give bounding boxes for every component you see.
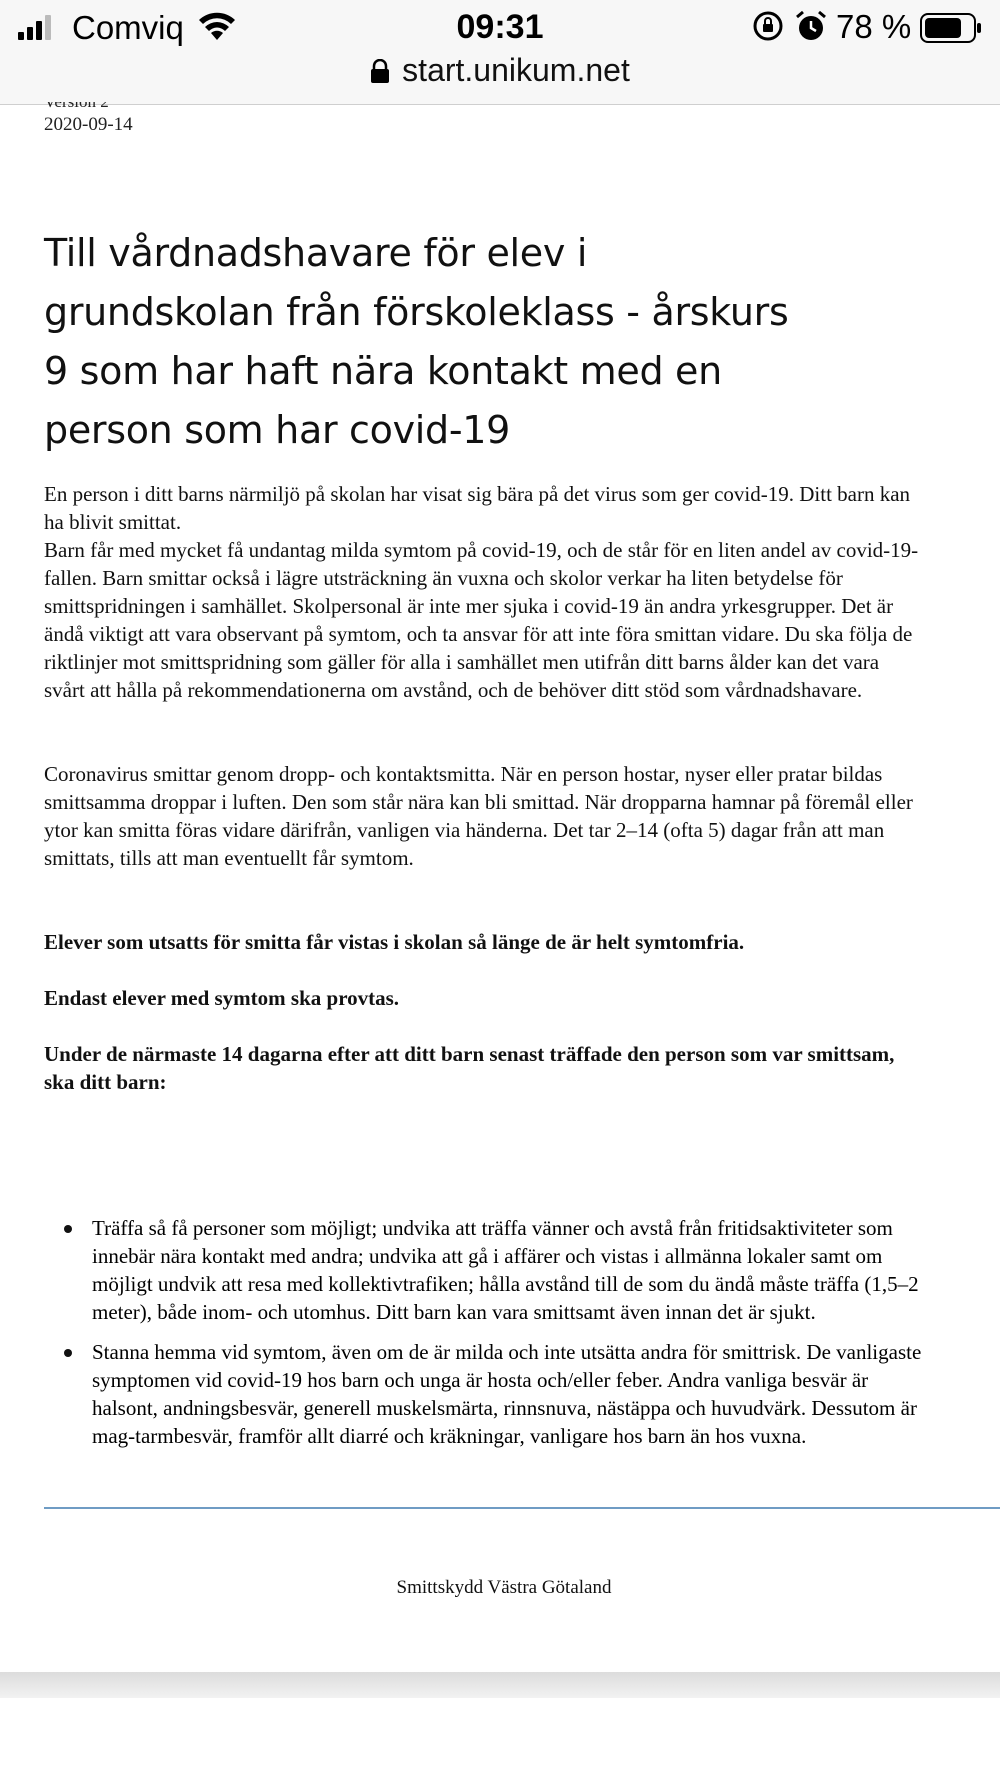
document-title: Till vårdnadshavare för elev i grundskolan från förskoleklass - årskurs 9 som har haft nära kontakt med en person som har covid-19 bbox=[44, 231, 789, 452]
list-item bbox=[44, 1214, 924, 1326]
intro-paragraph: En person i ditt barns närmiljö på skolan har visat sig bära på det virus som ger covid-19. Ditt barn kan ha blivit smittat. bbox=[44, 482, 911, 534]
instructions-heading: Under de närmaste 14 dagarna efter att ditt barn senast träffade den person som var smittsam, ska ditt barn: bbox=[44, 1042, 895, 1094]
bullet-icon bbox=[64, 1225, 72, 1233]
battery-percentage: 78 % bbox=[836, 8, 912, 45]
clock-time: 09:31 bbox=[456, 8, 544, 46]
lock-icon bbox=[370, 59, 390, 83]
bullet-icon bbox=[64, 1349, 72, 1357]
status-bar bbox=[0, 0, 1000, 105]
instructions-list bbox=[44, 1214, 924, 1462]
list-item-text: Träffa så få personer som möjligt; undvika att träffa vänner och avstå från fritidsaktiviteter som innebär nära kontakt med andra; undvika att gå i affärer och vistas i allmänna lokaler samt om möjligt undvik att resa med kollektivtrafiken; hålla avstånd till de som du ändå måste träffa (1,5–2 meter), både inom- och utomhus. Ditt barn kan vara smittsamt även innan det är sjukt. bbox=[92, 1216, 919, 1324]
children-risk-paragraph: Barn får med mycket få undantag milda symtom på covid-19, och de står för en liten andel av covid-19-fallen. Barn smittar också i lägre utsträckning än vuxna och skolor verkar ha liten betydelse för smittspridningen i samhället. Skolpersonal är inte mer sjuka i covid-19 än andra yrkesgrupper. Det är ändå viktigt att vara observant på symtom, och ta ansvar för att inte föra smittan vidare. Du ska följa de riktlinjer mot smittspridning som gäller för alla i samhället men utifrån ditt barns ålder kan det vara svårt att hålla på rekommendationerna om avstånd, och de behöver ditt stöd som vårdnadshavare. bbox=[44, 538, 919, 702]
url-text: start.unikum.net bbox=[402, 52, 630, 88]
battery-icon bbox=[920, 13, 982, 43]
footer-organization: Smittskydd Västra Götaland bbox=[396, 1577, 612, 1598]
school-attendance-notice: Elever som utsatts för smitta får vistas i skolan så länge de är helt symtomfria. bbox=[44, 930, 745, 954]
list-item bbox=[44, 1338, 924, 1450]
footer-divider bbox=[44, 1507, 1000, 1509]
rotation-lock-icon bbox=[752, 10, 784, 42]
testing-notice: Endast elever med symtom ska provtas. bbox=[44, 986, 400, 1010]
address-bar[interactable] bbox=[0, 52, 1000, 89]
list-item-text: Stanna hemma vid symtom, även om de är milda och inte utsätta andra för smittrisk. De vanligaste symptomen vid covid-19 hos barn och unga är hosta och/eller feber. Andra vanliga besvär är halsont, andningsbesvär, generell muskelsmärta, rinnsnuva, nästäppa och huvudvärk. Dessutom är mag-tarmbesvär, framför allt diarré och kräkningar, vanligare hos barn än hos vuxna. bbox=[92, 1340, 922, 1448]
document-date: 2020-09-14 bbox=[44, 114, 133, 135]
alarm-icon bbox=[794, 9, 828, 43]
transmission-paragraph: Coronavirus smittar genom dropp- och kontaktsmitta. När en person hostar, nyser eller pratar bildas smittsamma droppar i luften. Den som står nära kan bli smittad. När dropparna hamnar på föremål eller ytor kan smitta föras vidare därifrån, vanligen via händerna. Det tar 2–14 (ofta 5) dagar från att man smittats, tills att man eventuellt får symtom. bbox=[44, 762, 913, 870]
page-bottom-edge bbox=[0, 1672, 1000, 1698]
carrier-name: Comviq bbox=[72, 9, 184, 46]
